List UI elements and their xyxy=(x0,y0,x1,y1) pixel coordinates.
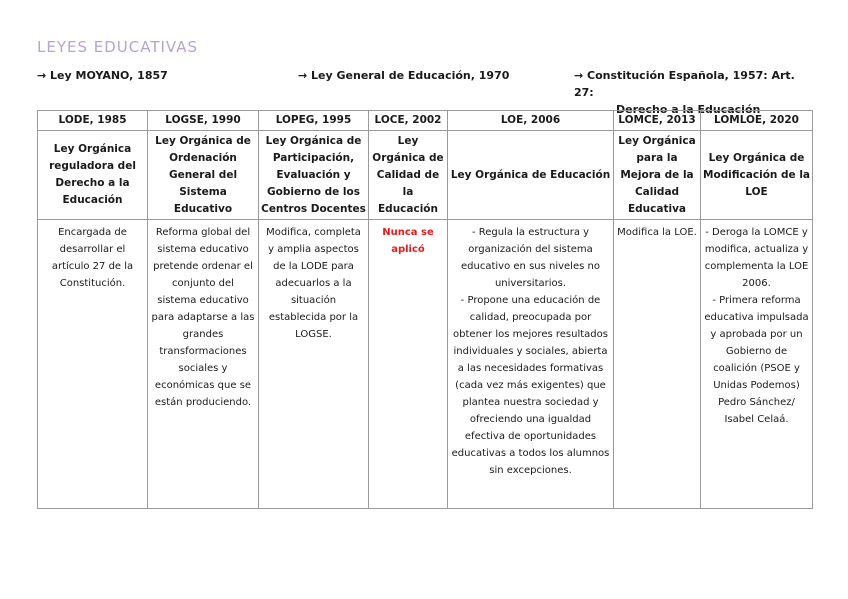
header-lode: LODE, 1985 xyxy=(38,111,148,131)
header-row xyxy=(38,111,813,131)
laws-table xyxy=(37,110,813,509)
header-lopeg: LOPEG, 1995 xyxy=(259,111,369,131)
name-logse: Ley Orgánica de Ordenación General del Sistema Educativo xyxy=(148,131,259,220)
reference-ley-general: → Ley General de Educación, 1970 xyxy=(298,69,510,82)
page-title: LEYES EDUCATIVAS xyxy=(37,38,199,56)
names-row xyxy=(38,131,813,220)
desc-lomloe: - Deroga la LOMCE y modifica, actualiza y complementa la LOE 2006. - Primera reforma educativa impulsada y aprobada por un Gobierno de coalición (PSOE y Unidas Podemos) Pedro Sánchez/ Isabel Celaá. xyxy=(701,220,813,509)
header-lomce: LOMCE, 2013 xyxy=(614,111,701,131)
name-loce: Ley Orgánica de Calidad de la Educación xyxy=(369,131,448,220)
name-lomloe: Ley Orgánica de Modificación de la LOE xyxy=(701,131,813,220)
desc-lode: Encargada de desarrollar el artículo 27 de la Constitución. xyxy=(38,220,148,509)
desc-lopeg: Modifica, completa y amplia aspectos de la LODE para adecuarlos a la situación establecida por la LOGSE. xyxy=(259,220,369,509)
desc-loce: Nunca se aplicó xyxy=(369,220,448,509)
desc-loe: - Regula la estructura y organización del sistema educativo en sus niveles no universitarios. - Propone una educación de calidad, preocupada por obtener los mejores resultados individuales y sociales, abierta a las necesidades formativas (cada vez más exigentes) que plantea nuestra sociedad y ofreciendo una igualdad efectiva de oportunidades educativas a todos los alumnos sin excepciones. xyxy=(448,220,614,509)
name-lode: Ley Orgánica reguladora del Derecho a la Educación xyxy=(38,131,148,220)
reference-constitucion-line2: Derecho a la Educación xyxy=(616,103,761,116)
desc-lomce: Modifica la LOE. xyxy=(614,220,701,509)
header-loe: LOE, 2006 xyxy=(448,111,614,131)
header-logse: LOGSE, 1990 xyxy=(148,111,259,131)
name-lopeg: Ley Orgánica de Participación, Evaluación y Gobierno de los Centros Docentes xyxy=(259,131,369,220)
reference-ley-moyano: → Ley MOYANO, 1857 xyxy=(37,69,168,82)
name-loe: Ley Orgánica de Educación xyxy=(448,131,614,220)
header-lomloe: LOMLOE, 2020 xyxy=(701,111,813,131)
desc-logse: Reforma global del sistema educativo pretende ordenar el conjunto del sistema educativo para adaptarse a las grandes transformaciones sociales y económicas que se están produciendo. xyxy=(148,220,259,509)
reference-constitucion-line1: → Constitución Española, 1957: Art. 27: xyxy=(574,69,795,99)
name-lomce: Ley Orgánica para la Mejora de la Calidad Educativa xyxy=(614,131,701,220)
header-loce: LOCE, 2002 xyxy=(369,111,448,131)
descriptions-row xyxy=(38,220,813,509)
